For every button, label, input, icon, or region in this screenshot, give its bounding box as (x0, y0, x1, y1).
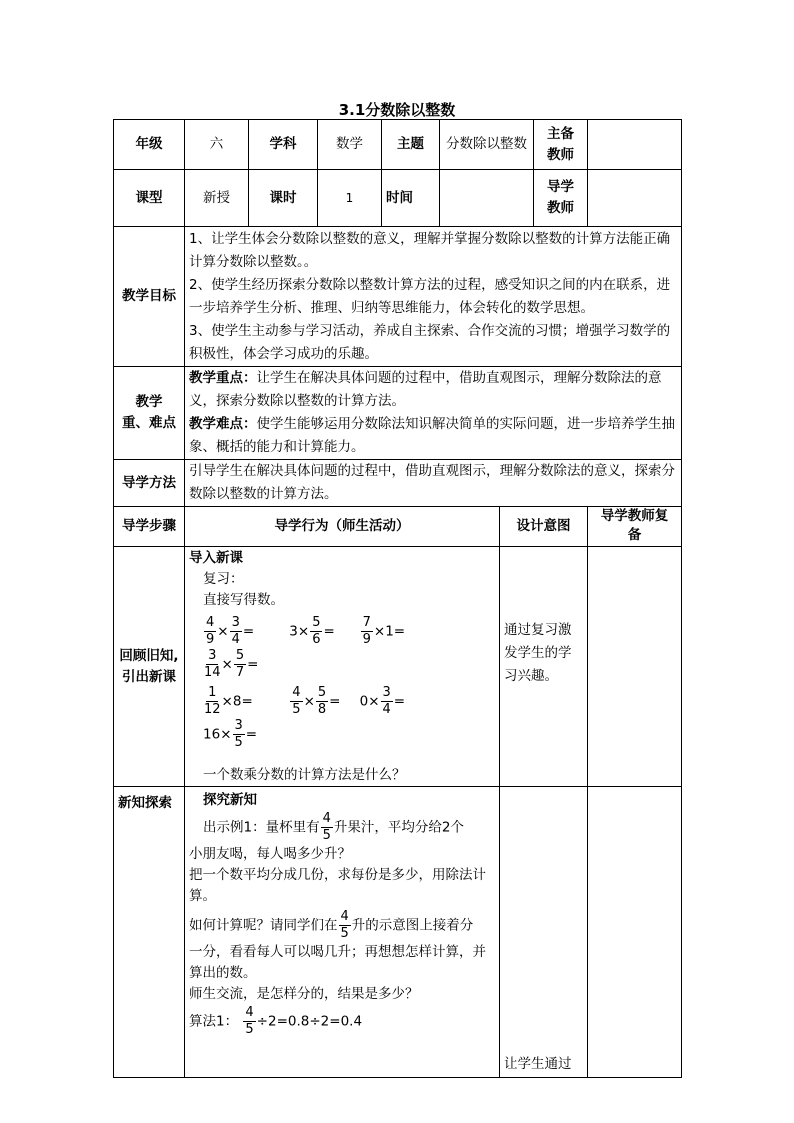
step2-p2-line2: 一分，看看每人可以喝几升；再想想怎样计算，并算出的数。 (189, 944, 486, 981)
step1-intent: 通过复习激发学生的学习兴趣。 (500, 547, 588, 787)
method-label: 导学方法 (114, 460, 185, 507)
type-label: 课型 (114, 170, 185, 227)
step1-review-cell (588, 547, 682, 787)
step2-row (114, 787, 682, 1078)
step2-example-line1: 出示例1：量杯里有 $\frac{4}{5}$ 升果汁，平均分给2个 (203, 811, 464, 843)
step2-label: 新知探索 (114, 787, 185, 1078)
header-row-1 (114, 120, 682, 170)
header-row-2 (114, 170, 682, 227)
step1-section-title: 导入新课 (189, 550, 243, 566)
goal-2: 2、使学生经历探索分数除以整数计算方法的过程，感受知识之间的内在联系，进一步培养学生分析、推理、归纳等思维能力，体会转化的数学思想。 (189, 277, 671, 316)
expr-5: $\frac{1}{12}$ ×8= (204, 685, 253, 717)
type-value: 新授 (185, 170, 249, 227)
time-label: 时间 (382, 170, 440, 227)
expr-1: $\frac{4}{9}$ × $\frac{3}{4}$ = (206, 615, 255, 647)
periods-value: 1 (318, 170, 382, 227)
method-row (114, 460, 682, 507)
topic-value: 分数除以整数 (440, 120, 534, 170)
time-value (440, 170, 534, 227)
key-point: 教学重点：让学生在解决具体问题的过程中，借助直观图示，理解分数除法的意义，探索分数除以整数的计算方法。 (189, 370, 662, 409)
goals-content (185, 227, 682, 367)
guide-teacher-label: 导学教师 (534, 170, 588, 227)
step1-review: 复习： (203, 571, 244, 587)
subject-value: 数学 (318, 120, 382, 170)
guide-teacher-value (588, 170, 682, 227)
step2-p1: 把一个数平均分成几份，求每份是多少，用除法计算。 (189, 867, 486, 904)
step2-intent: 让学生通过 (500, 787, 588, 1078)
periods-label: 课时 (249, 170, 318, 227)
goals-label: 教学目标 (114, 227, 185, 367)
expression-row-1 (203, 615, 495, 681)
difficult-point: 教学难点：使学生能够运用分数除法知识解决简单的实际问题，进一步培养学生抽象、概括的能力和计算能力。 (189, 416, 675, 455)
step2-p3: 师生交流，是怎样分的，结果是多少？ (189, 986, 419, 1002)
step2-review-cell (588, 787, 682, 1078)
lesson-plan-table (113, 119, 682, 1078)
action-header: 导学行为（师生活动） (185, 507, 500, 547)
lead-teacher-value (588, 120, 682, 170)
expr-4: $\frac{3}{14}$ × $\frac{5}{7}$ = (204, 648, 259, 680)
expr-2: 3× $\frac{5}{6}$ = (289, 615, 335, 647)
goal-3: 3、使学生主动参与学习活动，养成自主探索、合作交流的习惯；增强学习数学的积极性，体会学习成功的乐趣。 (189, 323, 671, 362)
document-title: 3.1分数除以整数 (338, 101, 456, 119)
step1-row (114, 547, 682, 787)
key-points-label: 教学 重、难点 (114, 367, 185, 460)
method-text: 引导学生在解决具体问题的过程中，借助直观图示，理解分数除法的意义，探索分数除以整数的计算方法。 (185, 460, 682, 507)
step2-section-title: 探究新知 (203, 792, 257, 808)
expr-3: $\frac{7}{9}$ ×1= (362, 615, 406, 647)
goals-row (114, 227, 682, 367)
goal-1: 1、让学生体会分数除以整数的意义，理解并掌握分数除以整数的计算方法能正确计算分数除以整数。。 (189, 231, 671, 270)
step1-question: 一个数乘分数的计算方法是什么？ (203, 767, 406, 783)
intent-header: 设计意图 (500, 507, 588, 547)
key-points-content (185, 367, 682, 460)
subject-label: 学科 (249, 120, 318, 170)
step2-example-line2: 小朋友喝，每人喝多少升？ (189, 846, 351, 862)
expr-8: 16× $\frac{3}{5}$ = (203, 718, 258, 750)
step1-instruction: 直接写得数。 (203, 592, 284, 608)
steps-header-row (114, 507, 682, 547)
topic-label: 主题 (382, 120, 440, 170)
step-header: 导学步骤 (114, 507, 185, 547)
key-points-row (114, 367, 682, 460)
grade-value: 六 (185, 120, 249, 170)
step2-calc: 算法1： $\frac{4}{5}$ ÷2=0.8÷2=0.4 (189, 1005, 363, 1037)
step2-content (185, 787, 500, 1078)
step1-content (185, 547, 500, 787)
expression-row-2 (203, 685, 495, 751)
review-header: 导学教师复备 (588, 507, 682, 547)
step1-label: 回顾旧知, 引出新课 (114, 547, 185, 787)
step2-p2-line1: 如何计算呢？请同学们在 $\frac{4}{5}$ 升的示意图上接着分 (189, 909, 474, 941)
expr-6: $\frac{4}{5}$ × $\frac{5}{8}$ = (292, 685, 341, 717)
expr-7: 0× $\frac{3}{4}$ = (359, 685, 406, 717)
grade-label: 年级 (114, 120, 185, 170)
lead-teacher-label: 主备教师 (534, 120, 588, 170)
